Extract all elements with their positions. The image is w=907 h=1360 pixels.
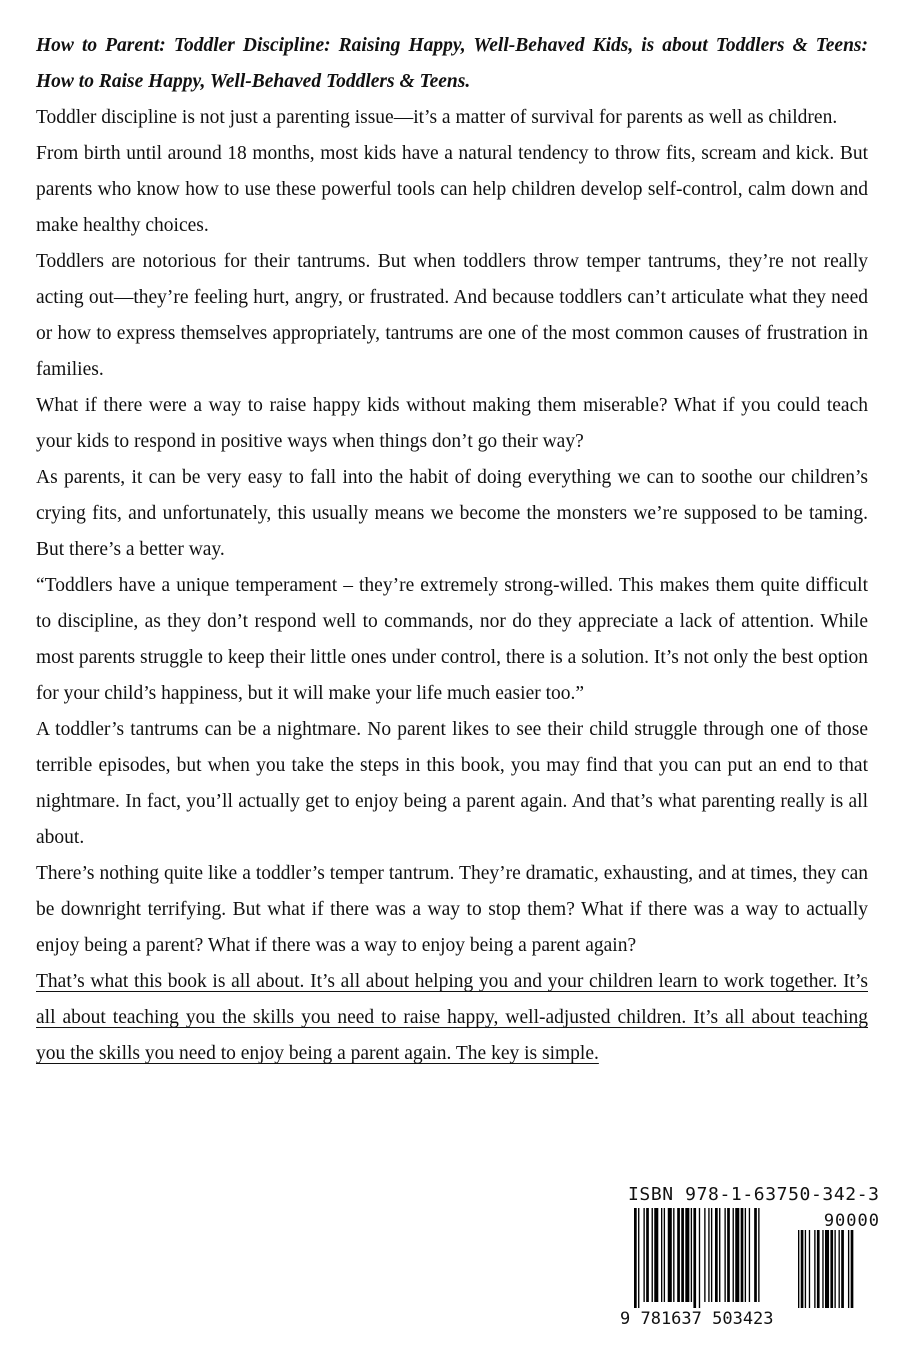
addon-bar [848,1230,849,1308]
barcode-bar [741,1208,744,1302]
barcode-bar [708,1208,709,1302]
barcode-bar [646,1208,649,1302]
paragraph-8: There’s nothing quite like a toddler’s temper tantrum. They’re dramatic, exhausting, and at times, they can be downright terrifying. But what if there was a way to stop them? What if there was a way to actually enjoy being a parent? What if there was a way to enjoy being a parent again? [36,863,868,956]
barcode-bar [733,1208,734,1302]
barcode-bar [735,1208,739,1302]
back-cover-text [36,28,868,1072]
addon-bar [830,1230,833,1308]
closing-paragraph: That’s what this book is all about. It’s all about helping you and your children learn to work together. It’s all about teaching you the skills you need to raise happy, well-adjusted children. It’s all about teaching you the skills you need to enjoy being a parent again. The key is simple. [36,971,868,1064]
barcode-bar [664,1208,665,1302]
barcode-bar [643,1208,644,1302]
barcode-bar [715,1208,718,1302]
isbn-barcode [620,1184,882,1334]
addon-bar [817,1230,820,1308]
addon-bar [809,1230,810,1308]
barcode-bar [661,1208,662,1302]
addon-bar [822,1230,823,1308]
barcode-bar [699,1208,700,1308]
barcode-bar [724,1208,725,1302]
barcode-bar [638,1208,639,1308]
barcode-bar [711,1208,712,1302]
barcode-bar [704,1208,705,1302]
paragraph-4: What if there were a way to raise happy kids without making them miserable? What if you could teach your kids to respond in positive ways when things don’t go their way? [36,395,868,452]
addon-price-code: 90000 [823,1211,880,1231]
addon-bar [851,1230,854,1308]
paragraph-1: Toddler discipline is not just a parenting issue—it’s a matter of survival for parents as well as children. [36,107,838,128]
addon-bar [801,1230,804,1308]
barcode-bar [685,1208,689,1302]
barcode-bar [693,1208,696,1308]
barcode-bar [634,1208,637,1308]
barcode-bar [654,1208,658,1302]
barcode-bar [749,1208,750,1302]
addon-bar [841,1230,844,1308]
barcode-digits: 9 781637 503423 [620,1309,774,1329]
addon-bar [839,1230,840,1308]
addon-bar [805,1230,806,1308]
barcode-bar [668,1208,672,1302]
addon-bar [825,1230,829,1308]
addon-bar [798,1230,799,1308]
barcode-bar [691,1208,692,1302]
paragraph-6-quote: “Toddlers have a unique temperament – they’re extremely strong-willed. This makes them quite difficult to discipline, as they don’t respond well to commands, nor do they appreciate a lack of attention. While most parents struggle to keep their little ones under control, there is a solution. It’s not only the best option for your child’s happiness, but it will make your life much easier too.” [36,575,868,704]
paragraph-3: Toddlers are notorious for their tantrums. But when toddlers throw temper tantrums, they’re not really acting out—they’re feeling hurt, angry, or frustrated. And because toddlers can’t articulate what they need or how to express themselves appropriately, tantrums are one of the most common causes of frustration in families. [36,251,868,380]
paragraph-2: From birth until around 18 months, most kids have a natural tendency to throw fits, scream and kick. But parents who know how to use these powerful tools can help children develop self-control, calm down and make healthy choices. [36,143,868,236]
book-title: How to Parent: Toddler Discipline: Raising Happy, Well-Behaved Kids, is about Toddlers & Teens: How to Raise Happy, Well-Behaved Toddlers & Teens. [36,35,868,92]
barcode-bar [758,1208,759,1302]
addon-bar [814,1230,815,1308]
addon-bar [834,1230,835,1308]
barcode-bar [681,1208,684,1302]
barcode-bar [754,1208,757,1302]
barcode-bar [745,1208,746,1302]
barcode-bar [719,1208,720,1302]
barcode-bar [673,1208,674,1302]
paragraph-7: A toddler’s tantrums can be a nightmare. No parent likes to see their child struggle through one of those terrible episodes, but when you take the steps in this book, you may find that you can put an end to that nightmare. In fact, you’ll actually get to enjoy being a parent again. And that’s what parenting really is all about. [36,719,868,848]
barcode-bar [727,1208,730,1302]
isbn-label: ISBN 978-1-63750-342-3 [628,1184,880,1205]
barcode-bar [652,1208,653,1302]
paragraph-5: As parents, it can be very easy to fall into the habit of doing everything we can to soothe our children’s crying fits, and unfortunately, this usually means we become the monsters we’re supposed to be taming. But there’s a better way. [36,467,868,560]
barcode-bar [677,1208,680,1302]
